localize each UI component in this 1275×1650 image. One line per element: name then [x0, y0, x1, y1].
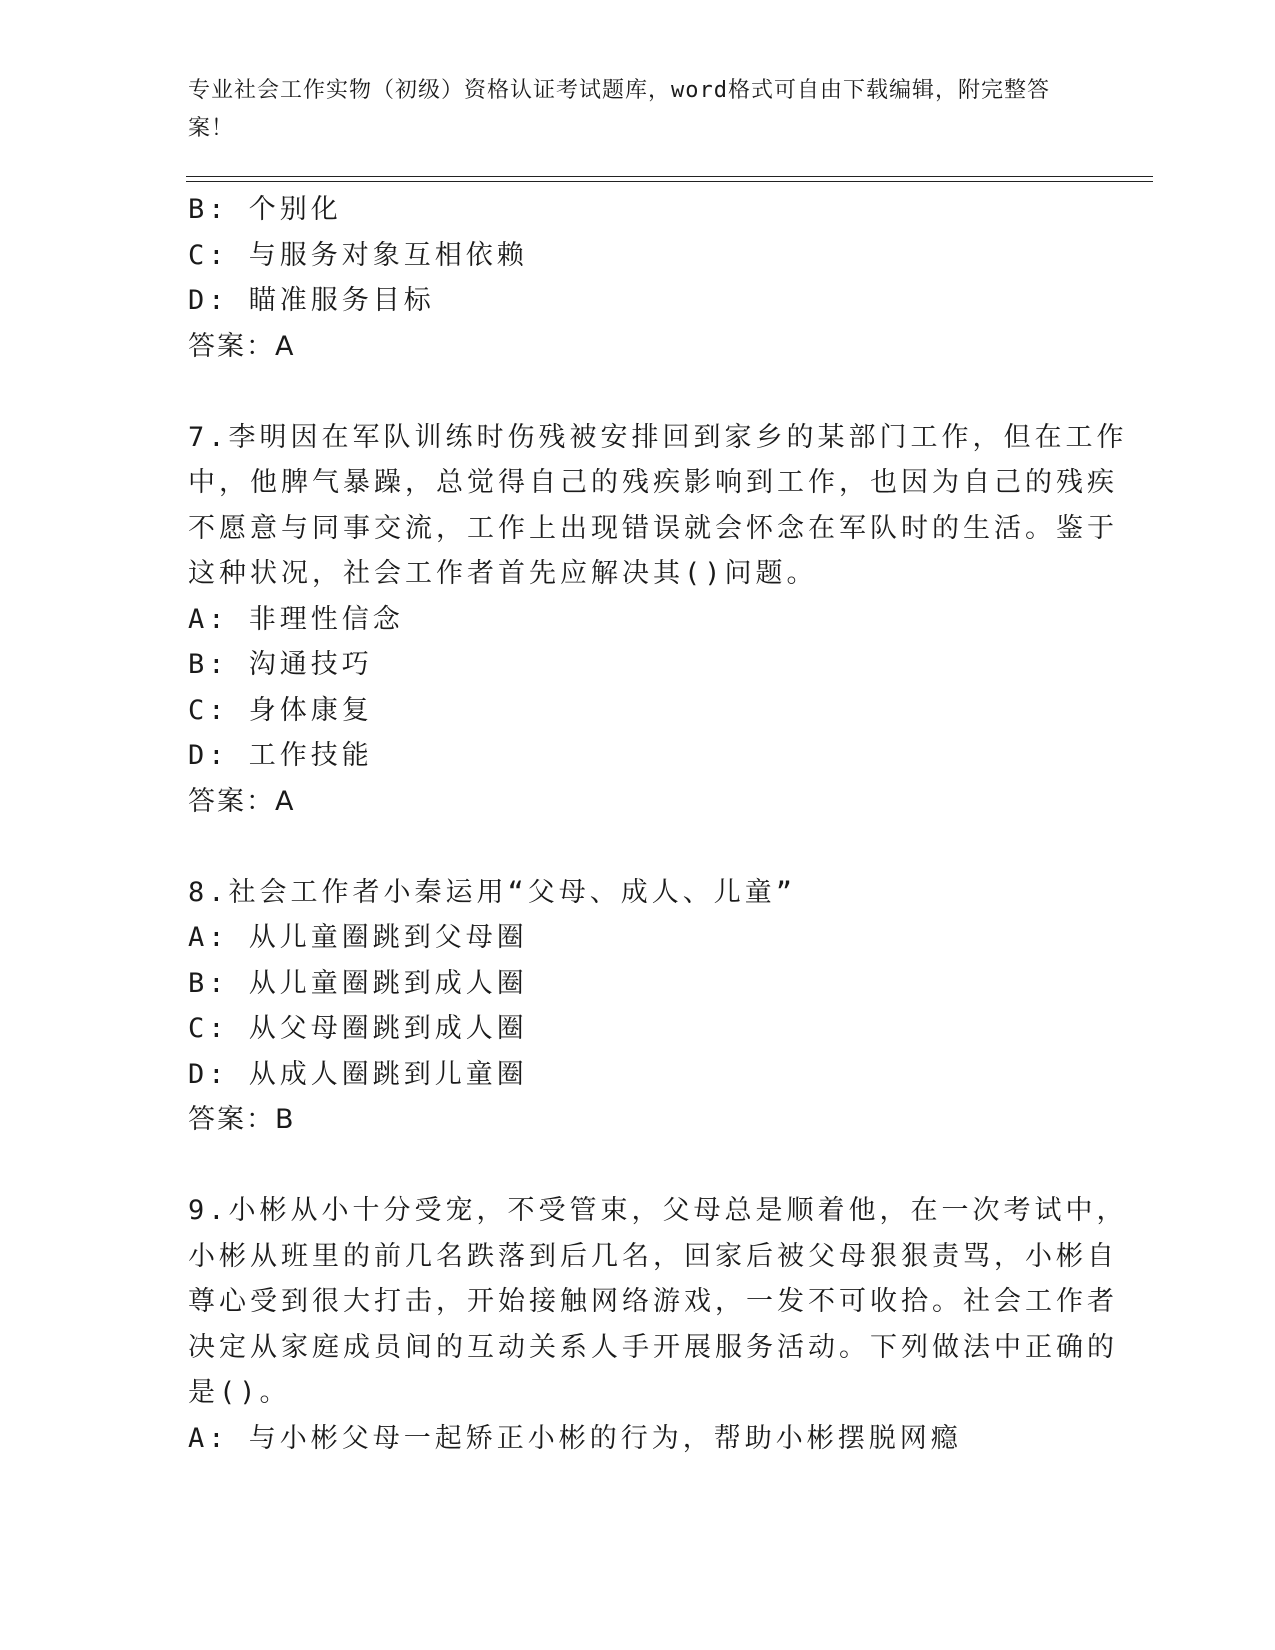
question-8 — [188, 870, 1068, 1143]
answer-line: 答案：B — [188, 1104, 296, 1135]
question-9 — [188, 1188, 1128, 1461]
question-content — [188, 187, 1128, 1461]
question-stem-line: 不愿意与同事交流，工作上出现错误就会怀念在军队时的生活。鉴于 — [188, 512, 1118, 544]
option-b: B: 个别化 — [188, 194, 342, 225]
question-stem-line: 这种状况，社会工作者首先应解决其()问题。 — [188, 558, 818, 589]
answer-line: 答案：A — [188, 785, 296, 817]
option-d: D: 瞄准服务目标 — [188, 285, 435, 316]
option-a: A: 非理性信念 — [188, 603, 404, 635]
answer-line: 答案：A — [188, 330, 296, 362]
page-header: 专业社会工作实物（初级）资格认证考试题库，word格式可自由下载编辑，附完整答案！ — [188, 78, 1050, 141]
question-stem-line: 决定从家庭成员间的互动关系人手开展服务活动。下列做法中正确的 — [188, 1331, 1118, 1363]
question-stem-line: 9.小彬从小十分受宠，不受管束，父母总是顺着他，在一次考试中， — [188, 1195, 1128, 1226]
question-stem-line: 8.社会工作者小秦运用“父母、成人、儿童” — [188, 876, 797, 908]
question-stem-line: 中，他脾气暴躁，总觉得自己的残疾影响到工作，也因为自己的残疾 — [188, 467, 1118, 498]
header-rule-bottom — [186, 181, 1153, 182]
option-d: D: 工作技能 — [188, 740, 373, 771]
question-stem-line: 是()。 — [188, 1377, 291, 1408]
option-b: B: 沟通技巧 — [188, 649, 373, 680]
spacer — [188, 824, 1068, 870]
option-c: C: 从父母圈跳到成人圈 — [188, 1013, 528, 1044]
question-7 — [188, 415, 1128, 825]
question-stem-line: 小彬从班里的前几名跌落到后几名，回家后被父母狠狠责骂，小彬自 — [188, 1240, 1118, 1272]
option-a: A: 从儿童圈跳到父母圈 — [188, 922, 528, 953]
option-c: C: 与服务对象互相依赖 — [188, 239, 528, 271]
question-stem-line: 7.李明因在军队训练时伤残被安排回到家乡的某部门工作，但在工作 — [188, 421, 1128, 453]
option-a: A: 与小彬父母一起矫正小彬的行为，帮助小彬摆脱网瘾 — [188, 1422, 962, 1454]
spacer — [188, 1143, 1068, 1189]
prev-question-block — [188, 187, 1068, 369]
header-rule-top — [186, 176, 1153, 177]
option-c: C: 身体康复 — [188, 694, 373, 726]
option-d: D: 从成人圈跳到儿童圈 — [188, 1058, 528, 1090]
spacer — [188, 369, 1068, 415]
question-stem-line: 尊心受到很大打击，开始接触网络游戏，一发不可收拾。社会工作者 — [188, 1286, 1118, 1317]
option-b: B: 从儿童圈跳到成人圈 — [188, 967, 528, 999]
